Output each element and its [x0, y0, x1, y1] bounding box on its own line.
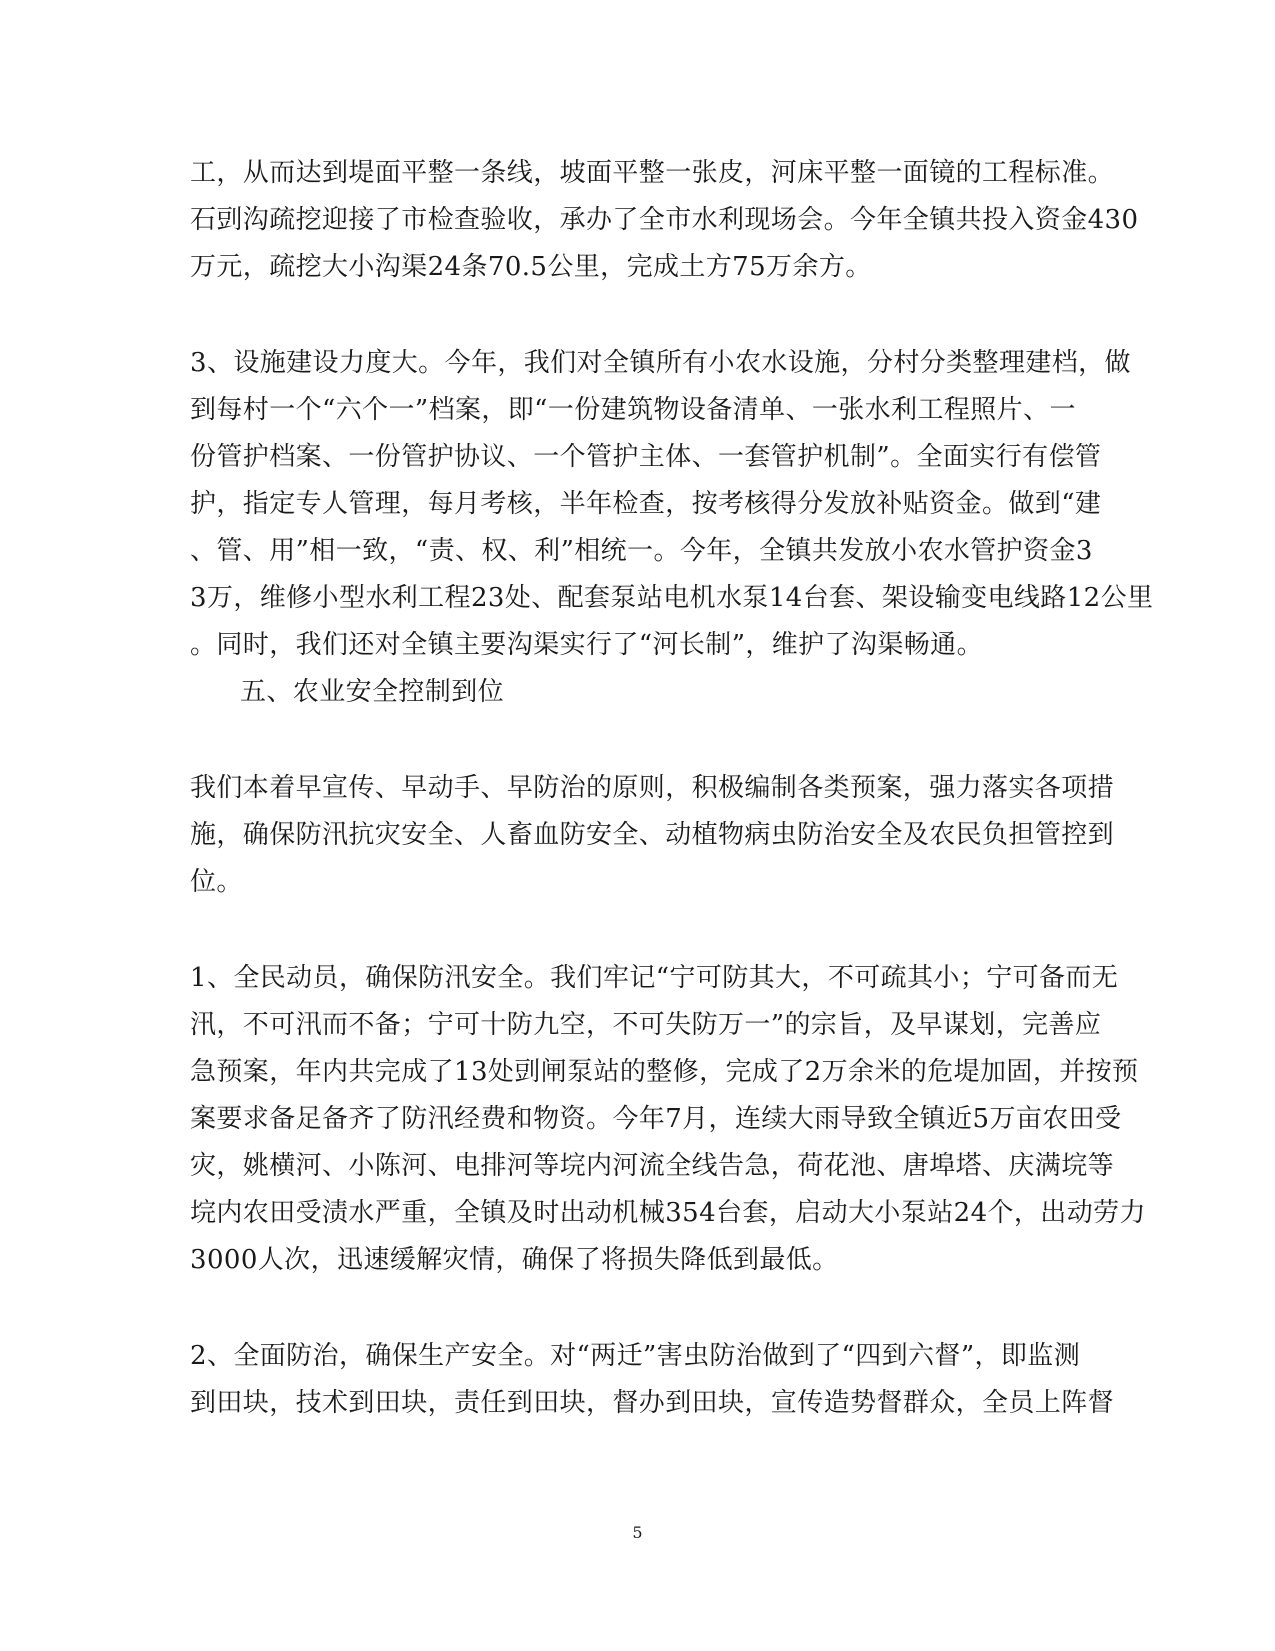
text-line: 施，确保防汛抗灾安全、人畜血防安全、动植物病虫防治安全及农民负担管控到 — [190, 820, 1115, 850]
text-line: 份管护档案、一份管护协议、一个管护主体、一套管护机制”。全面实行有偿管 — [190, 442, 1102, 472]
text-line: 到田块，技术到田块，责任到田块，督办到田块，宣传造势督群众，全员上阵督 — [190, 1388, 1115, 1418]
text-line: 工，从而达到堤面平整一条线，坡面平整一张皮，河床平整一面镜的工程标准。 — [190, 158, 1115, 188]
text-line: 位。 — [190, 867, 243, 897]
text-line: 。同时，我们还对全镇主要沟渠实行了“河长制”，维护了沟渠畅通。 — [190, 630, 983, 660]
text-line: 石剅沟疏挖迎接了市检查验收，承办了全市水利现场会。今年全镇共投入资金430 — [190, 205, 1139, 235]
text-line: 汛，不可汛而不备；宁可十防九空，不可失防万一”的宗旨，及早谋划，完善应 — [190, 1010, 1102, 1040]
page-number: 5 — [632, 1523, 643, 1542]
text-line: 我们本着早宣传、早动手、早防治的原则，积极编制各类预案，强力落实各项措 — [190, 773, 1115, 803]
text-line: 灾，姚横河、小陈河、电排河等垸内河流全线告急，荷花池、唐埠塔、庆满垸等 — [190, 1151, 1115, 1181]
text-line: 3万，维修小型水利工程23处、配套泵站电机水泵14台套、架设输变电线路12公里 — [190, 583, 1154, 613]
text-line: 3、设施建设力度大。今年，我们对全镇所有小农水设施，分村分类整理建档，做 — [190, 348, 1131, 378]
text-line: 万元，疏挖大小沟渠24条70.5公里，完成土方75万余方。 — [190, 252, 872, 282]
text-line: 、管、用”相一致，“责、权、利”相统一。今年，全镇共发放小农水管护资金3 — [190, 536, 1093, 566]
text-line: 案要求备足备齐了防汛经费和物资。今年7月，连续大雨导致全镇近5万亩农田受 — [190, 1104, 1122, 1134]
text-line: 到每村一个“六个一”档案，即“一份建筑物设备清单、一张水利工程照片、一 — [190, 395, 1076, 425]
text-line: 垸内农田受渍水严重，全镇及时出动机械354台套，启动大小泵站24个，出动劳力 — [190, 1198, 1146, 1228]
text-line: 1、全民动员，确保防汛安全。我们牢记“宁可防其大，不可疏其小；宁可备而无 — [190, 963, 1119, 993]
section-heading: 五、农业安全控制到位 — [240, 677, 505, 707]
text-line: 2、全面防治，确保生产安全。对“两迁”害虫防治做到了“四到六督”，即监测 — [190, 1341, 1081, 1371]
text-line: 护，指定专人管理，每月考核，半年检查，按考核得分发放补贴资金。做到“建 — [190, 489, 1102, 519]
text-line: 3000人次，迅速缓解灾情，确保了将损失降低到最低。 — [190, 1245, 839, 1275]
text-line: 急预案，年内共完成了13处剅闸泵站的整修，完成了2万余米的危堤加固，并按预 — [190, 1057, 1139, 1087]
